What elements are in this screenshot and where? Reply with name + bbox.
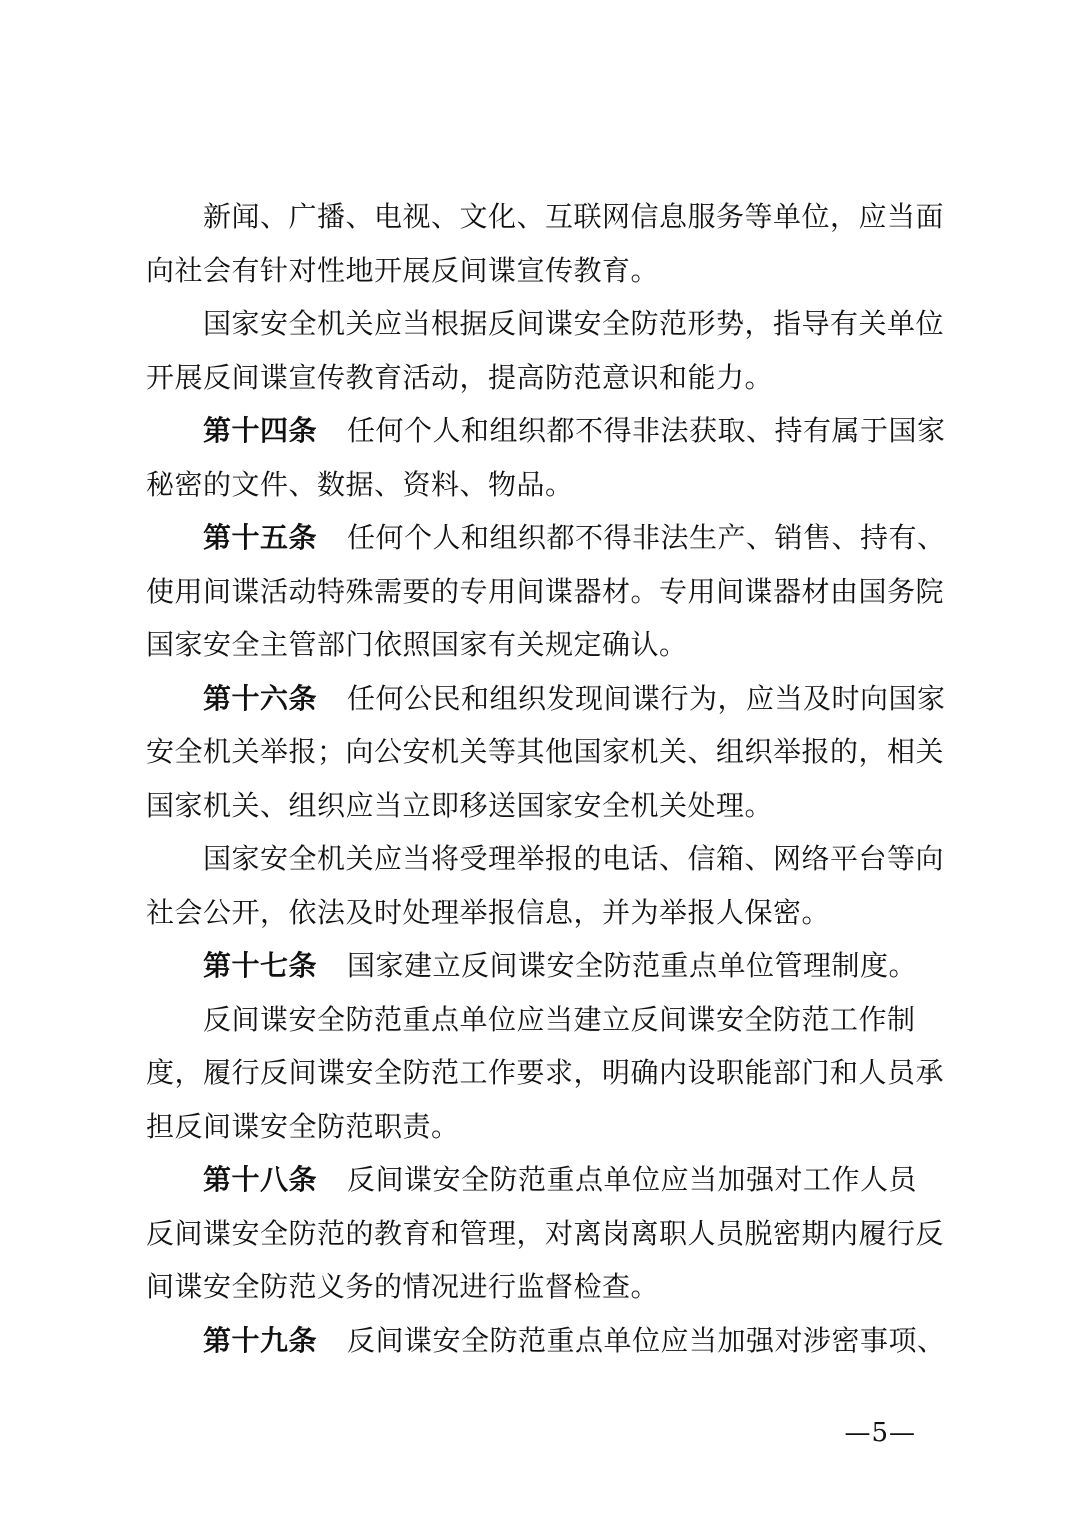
document-body: [146, 190, 946, 1367]
article-title: 第十五条: [203, 521, 318, 554]
text-line: [146, 511, 946, 565]
article-title: 第十八条: [203, 1163, 318, 1196]
line-text: 担反间谍安全防范职责。: [146, 1109, 460, 1143]
text-line: [146, 939, 946, 993]
text-line: [146, 351, 946, 405]
text-line: [146, 458, 946, 512]
text-line: [146, 244, 946, 298]
line-text: 任何公民和组织发现间谍行为，应当及时向国家: [347, 681, 946, 715]
line-text: 国家安全机关应当根据反间谍安全防范形势，指导有关单位: [203, 307, 945, 340]
article-title: 第十四条: [203, 414, 318, 447]
article-title: 第十六条: [203, 681, 318, 715]
page-number: —5—: [844, 1418, 916, 1448]
text-line: [146, 886, 946, 940]
text-line: [146, 565, 946, 619]
line-text: 秘密的文件、数据、资料、物品。: [146, 467, 574, 501]
line-text: 反间谍安全防范重点单位应当建立反间谍安全防范工作制: [203, 1002, 916, 1036]
text-line: [146, 1046, 946, 1100]
article-title: 第十七条: [203, 949, 318, 982]
line-text: 反间谍安全防范重点单位应当加强对涉密事项、: [347, 1323, 946, 1357]
line-text: 安全机关举报；向公安机关等其他国家机关、组织举报的，相关: [146, 735, 945, 768]
text-line: [146, 832, 946, 886]
text-line: [146, 1100, 946, 1154]
line-text: 国家安全主管部门依照国家有关规定确认。: [146, 628, 688, 661]
text-line: [146, 1260, 946, 1314]
text-line: [146, 404, 946, 458]
line-text: 国家安全机关应当将受理举报的电话、信箱、网络平台等向: [203, 842, 945, 875]
line-text: 社会公开，依法及时处理举报信息，并为举报人保密。: [146, 895, 831, 929]
text-line: [146, 779, 946, 833]
text-line: [146, 993, 946, 1047]
line-text: 开展反间谍宣传教育活动，提高防范意识和能力。: [146, 360, 774, 394]
text-line: [146, 672, 946, 726]
line-text: 使用间谍活动特殊需要的专用间谍器材。专用间谍器材由国务院: [146, 574, 945, 608]
line-text: 度，履行反间谍安全防范工作要求，明确内设职能部门和人员承: [146, 1056, 945, 1089]
text-line: [146, 618, 946, 672]
text-line: [146, 1153, 946, 1207]
article-title: 第十九条: [203, 1323, 318, 1357]
text-line: [146, 725, 946, 779]
line-text: 反间谍安全防范重点单位应当加强对工作人员: [347, 1163, 918, 1196]
line-text: 反间谍安全防范的教育和管理，对离岗离职人员脱密期内履行反: [146, 1216, 945, 1250]
text-line: [146, 1207, 946, 1261]
text-line: [146, 190, 946, 244]
text-line: [146, 1314, 946, 1368]
text-line: [146, 297, 946, 351]
line-text: 国家建立反间谍安全防范重点单位管理制度。: [347, 949, 918, 982]
line-text: 任何个人和组织都不得非法获取、持有属于国家: [347, 414, 946, 447]
line-text: 新闻、广播、电视、文化、互联网信息服务等单位，应当面: [203, 200, 945, 233]
line-text: 国家机关、组织应当立即移送国家安全机关处理。: [146, 788, 774, 822]
line-text: 向社会有针对性地开展反间谍宣传教育。: [146, 253, 660, 287]
line-text: 任何个人和组织都不得非法生产、销售、持有、: [347, 521, 946, 554]
line-text: 间谍安全防范义务的情况进行监督检查。: [146, 1270, 660, 1303]
